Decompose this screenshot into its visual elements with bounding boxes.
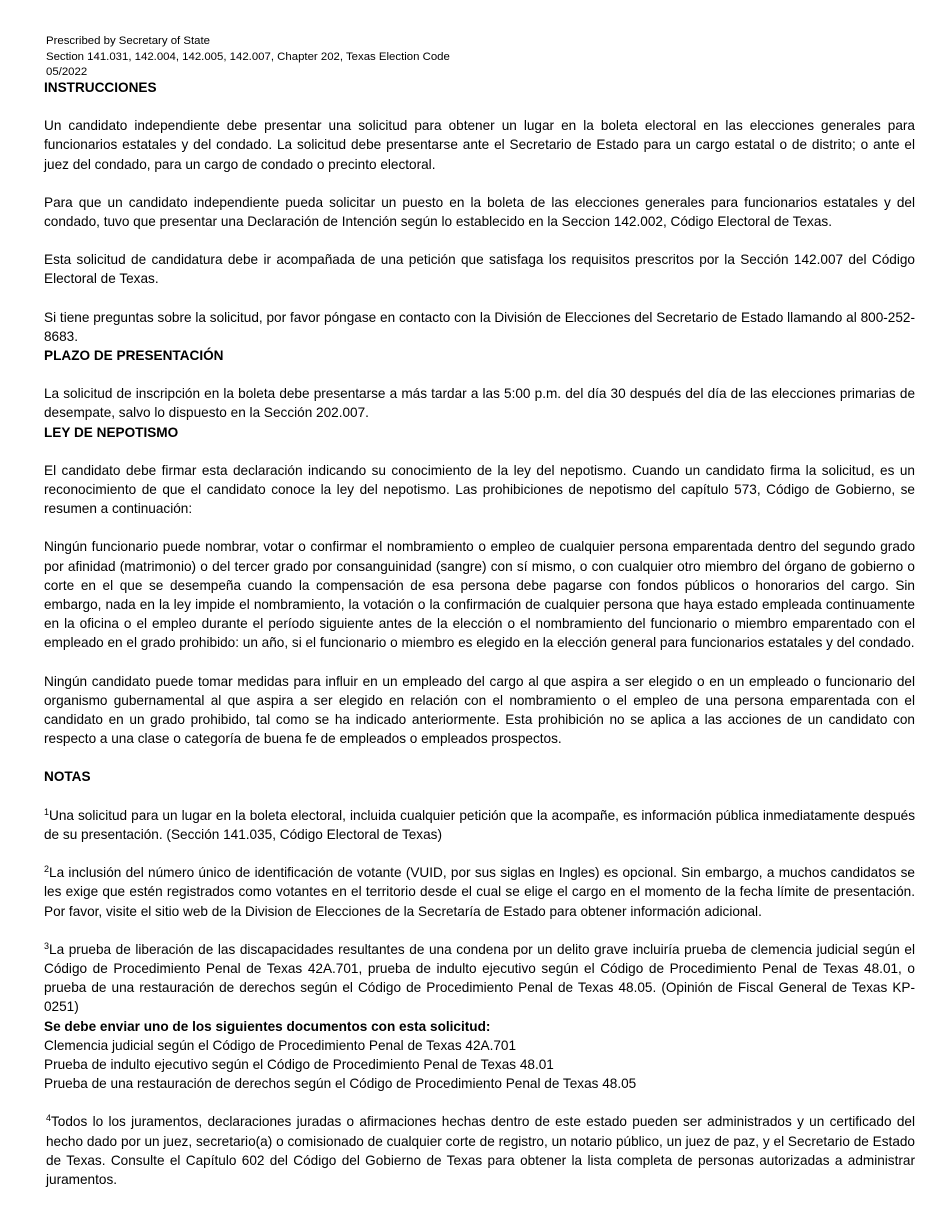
note-4 — [44, 1112, 915, 1189]
note-text: Una solicitud para un lugar en la boleta electoral, incluida cualquier petición que la acompañe, es información pública inmediatamente después de su presentación. (Sección 141.035, Código Electoral de Texas) — [44, 807, 915, 842]
heading-instrucciones: INSTRUCCIONES — [44, 80, 157, 95]
paragraph: Esta solicitud de candidatura debe ir acompañada de una petición que satisfaga los requisitos prescritos por la Sección 142.007 del Código Electoral de Texas. — [44, 252, 915, 287]
header-prescribed: Prescribed by Secretary of State — [46, 35, 210, 47]
heading-plazo: PLAZO DE PRESENTACIÓN — [44, 348, 224, 364]
note-2 — [44, 863, 915, 921]
footnote-marker: 1 — [44, 806, 50, 817]
documents-heading: Se debe enviar uno de los siguientes documentos con esta solicitud: — [44, 1018, 491, 1034]
paragraph: El candidato debe firmar esta declaración indicando su conocimiento de la ley del nepotismo. Cuando un candidato firma la solicitud, es un reconocimiento de que el candidato conoce la ley del nepotismo. Las prohibiciones de nepotismo del capítulo 573, Código de Gobierno, se resumen a continuación: — [44, 462, 915, 517]
paragraph: Ningún funcionario puede nombrar, votar o confirmar el nombramiento o empleo de cualquier persona emparentada dentro del segundo grado por afinidad (matrimonio) o del tercer grado por consanguinidad (sangre) con sí mismo, o con cualquier otro miembro del órgano de gobierno o corte en el que se desempeña cuando la compensación de esa persona debe pagarse con fondos públicos o honorarios del cargo. Sin embargo, nada en la ley impide el nombramiento, la votación o la confirmación de cualquier persona que haya estado empleada continuamente en la oficina o el empleo durante el período siguiente antes de la elección o el nombramiento del funcionario o miembro emparentado con el empleado en el grado prohibido: un año, si el funcionario o miembro es elegido en la elección general para funcionarios estatales y del condado. — [44, 539, 915, 651]
document-item: Prueba de indulto ejecutivo según el Código de Procedimiento Penal de Texas 48.01 — [44, 1056, 554, 1072]
document-item: Prueba de una restauración de derechos según el Código de Procedimiento Penal de Texas 48.05 — [44, 1076, 637, 1092]
note-text: La prueba de liberación de las discapacidades resultantes de una condena por un delito grave incluiría prueba de clemencia judicial según el Código de Procedimiento Penal de Texas 42A.701, prueba de indulto ejecutivo según el Código de Procedimiento Penal de Texas 48.01, o prueba de una restauración de derechos según el Código de Procedimiento Penal de Texas 48.05. (Opinión de Fiscal General de Texas KP-0251) — [44, 941, 915, 1015]
paragraph: La solicitud de inscripción en la boleta debe presentarse a más tardar a las 5:00 p.m. del día 30 después del día de las elecciones primarias de desempate, salvo lo dispuesto en la Sección 202.007. — [44, 386, 915, 421]
note-text: La inclusión del número único de identificación de votante (VUID, por sus siglas en Ingles) es opcional. Sin embargo, a muchos candidatos se les exige que estén registrados como votantes en el territorio desde el cual se elige el cargo en el momento de la fecha límite de presentación. Por favor, visite el sitio web de la Division de Elecciones de la Secretaría de Estado para obtener información adicional. — [44, 865, 915, 919]
note-text: Todos lo los juramentos, declaraciones juradas o afirmaciones hechas dentro de este estado pueden ser administrados y un certificado del hecho dado por un juez, secretario(a) o comisionado de cualquier corte de registro, un notario público, un juez de paz, y el Secretario de Estado de Texas. Consulte el Capítulo 602 del Código del Gobierno de Texas para obtener la lista completa de personas autorizadas a administrar juramentos. — [46, 1114, 915, 1187]
note-3 — [44, 940, 915, 1017]
paragraph: Si tiene preguntas sobre la solicitud, por favor póngase en contacto con la División de Elecciones del Secretario de Estado llamando al 800-252-8683. — [44, 309, 915, 344]
footnote-marker: 4 — [46, 1113, 52, 1124]
footnote-marker: 2 — [44, 864, 50, 875]
paragraph: Para que un candidato independiente pueda solicitar un puesto en la boleta de las elecciones generales para funcionarios estatales y del condado, tuvo que presentar una Declaración de Intención según lo establecido en la Seccion 142.002, Código Electoral de Texas. — [44, 194, 915, 230]
document-body — [44, 78, 915, 1189]
document-item: Clemencia judicial según el Código de Procedimiento Penal de Texas 42A.701 — [44, 1037, 517, 1053]
header-sections: Section 141.031, 142.004, 142.005, 142.007, Chapter 202, Texas Election Code — [46, 50, 450, 63]
heading-nepotismo: LEY DE NEPOTISMO — [44, 424, 179, 440]
note-1 — [44, 806, 915, 844]
footnote-marker: 3 — [44, 940, 50, 951]
paragraph: Ningún candidato puede tomar medidas para influir en un empleado del cargo al que aspira a ser elegido o en un empleado o funcionario del organismo gubernamental al que aspira a ser elegido en relación con el nombramiento o el empleo de una persona emparentada con el candidato en un grado prohibido, tal como se ha indicado anteriormente. Esta prohibición no se aplica a las acciones de un candidato con respecto a una clase o categoría de buena fe de empleados o empleados prospectos. — [44, 673, 915, 747]
form-header — [46, 34, 450, 81]
heading-notas: NOTAS — [44, 769, 91, 785]
paragraph: Un candidato independiente debe presentar una solicitud para obtener un lugar en la boleta electoral en las elecciones generales para funcionarios estatales y del condado. La solicitud debe presentarse ante el Secretario de Estado para un cargo estatal o de distrito; o ante el juez del condado, para un cargo de condado o precinto electoral. — [44, 118, 915, 172]
header-date: 05/2022 — [46, 66, 88, 78]
